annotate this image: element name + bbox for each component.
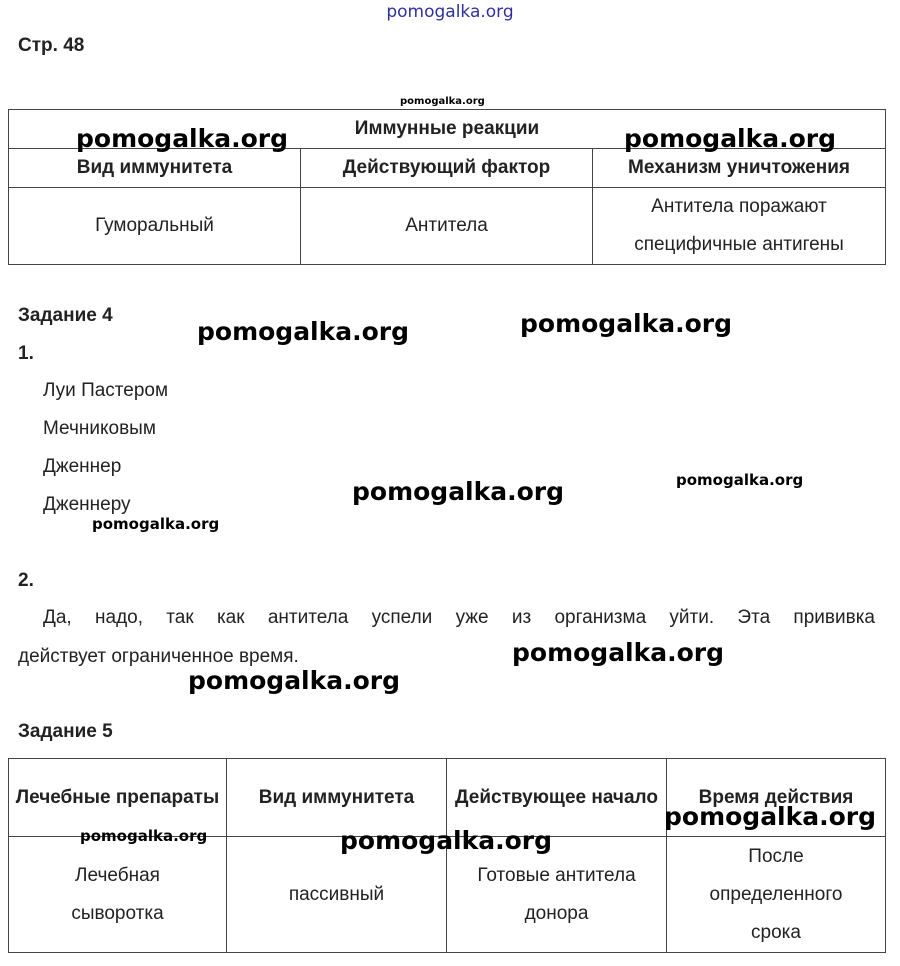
answer-item: Мечниковым [43, 418, 156, 439]
table-cell: После определенного срока [667, 837, 886, 953]
table-cell: Антитела [301, 188, 593, 265]
watermark: pomogalka.org [664, 802, 877, 831]
watermark: pomogalka.org [400, 96, 485, 107]
top-watermark[interactable]: pomogalka.org [386, 2, 514, 22]
task-5-heading: Задание 5 [18, 721, 113, 742]
table-cell: Готовые антитела донора [447, 837, 667, 953]
column-header: Механизм уничтожения [593, 149, 886, 188]
answer-item: Дженнер [43, 456, 122, 477]
question-2-text-line-2: действует ограниченное время. [18, 646, 299, 667]
watermark: pomogalka.org [188, 666, 401, 695]
table-title: Иммунные реакции [9, 110, 886, 149]
watermark: pomogalka.org [340, 826, 553, 855]
watermark: pomogalka.org [520, 309, 733, 338]
answer-item: Луи Пастером [43, 380, 169, 401]
watermark: pomogalka.org [512, 638, 725, 667]
column-header: Действующий фактор [301, 149, 593, 188]
watermark: pomogalka.org [76, 124, 289, 153]
medicines-table [8, 758, 886, 953]
column-header: Время действия [667, 759, 886, 837]
question-1-number: 1. [18, 343, 34, 364]
column-header: Вид иммунитета [9, 149, 301, 188]
column-header: Действующее начало [447, 759, 667, 837]
table-cell: пассивный [227, 837, 447, 953]
question-2-text-line-1: Да, надо, так как антитела успели уже из организма уйти. Эта прививка [43, 607, 875, 628]
task-4-heading: Задание 4 [18, 305, 113, 326]
watermark: pomogalka.org [676, 471, 804, 489]
watermark: pomogalka.org [352, 477, 565, 506]
column-header: Вид иммунитета [227, 759, 447, 837]
table-cell: Гуморальный [9, 188, 301, 265]
table-cell: Лечебная сыворотка [9, 837, 227, 953]
table-cell: Антитела поражают специфичные антигены [593, 188, 886, 265]
watermark: pomogalka.org [92, 515, 220, 533]
answer-item: Дженнеру [43, 494, 131, 515]
watermark: pomogalka.org [624, 124, 837, 153]
watermark: pomogalka.org [197, 317, 410, 346]
table-row [9, 188, 886, 265]
page-label: Стр. 48 [18, 35, 85, 56]
column-header: Лечебные препараты [9, 759, 227, 837]
question-2-number: 2. [18, 570, 34, 591]
watermark: pomogalka.org [80, 827, 208, 845]
